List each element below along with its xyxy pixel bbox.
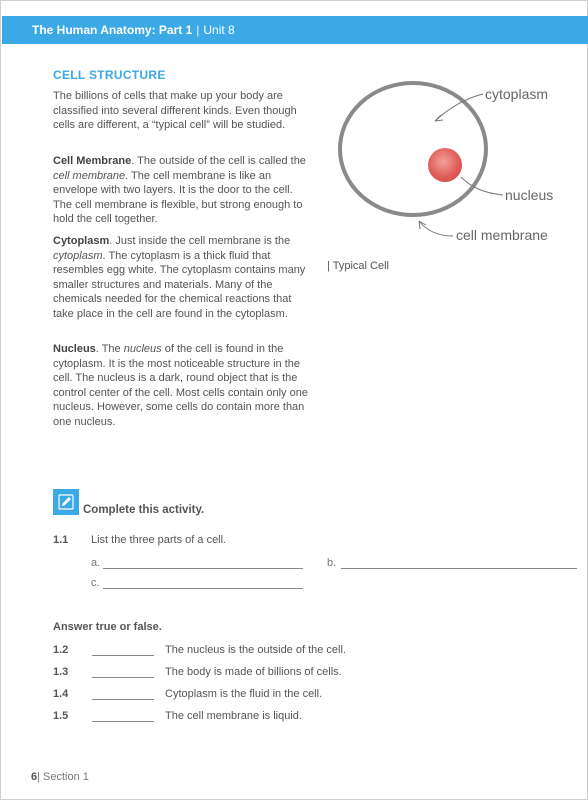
tf-statement: The body is made of billions of cells.	[165, 666, 342, 678]
tf-answer-line[interactable]	[92, 677, 154, 678]
intro-paragraph	[53, 89, 311, 133]
cell-membrane-ring	[340, 83, 486, 215]
tf-number: 1.4	[53, 688, 69, 700]
intro-text: The billions of cells that make up your body are classified into several different kinds. Even though cells are different, a “typical cell” will be studied.	[53, 90, 297, 132]
tf-answer-line[interactable]	[92, 721, 154, 722]
page-number: 6	[31, 771, 38, 783]
cytoplasm-term: Cytoplasm	[53, 235, 110, 247]
membrane-label: cell membrane	[456, 227, 548, 243]
tf-answer-line[interactable]	[92, 655, 154, 656]
membrane-text-2: . The cell membrane is like an envelope with two layers. It is the door to the cell. The cell membrane is flexible, but strong enough to hold the cell together.	[53, 169, 303, 226]
answer-c-line[interactable]	[103, 588, 303, 589]
answer-a-label: a.	[91, 557, 101, 569]
answer-b-line[interactable]	[341, 568, 577, 569]
membrane-term: Cell Membrane	[53, 155, 132, 167]
membrane-text-1: . The outside of the cell is called the	[131, 155, 306, 167]
question-text: List the three parts of a cell.	[91, 534, 227, 546]
membrane-paragraph	[53, 154, 311, 227]
tf-number: 1.2	[53, 644, 69, 656]
nucleus-label: nucleus	[505, 187, 554, 203]
nucleus-shape	[428, 148, 462, 182]
tf-number: 1.3	[53, 666, 69, 678]
cytoplasm-italic: cytoplasm	[53, 249, 103, 262]
pencil-icon	[56, 492, 76, 512]
section-title: CELL STRUCTURE	[53, 68, 166, 82]
page-footer	[31, 771, 89, 783]
unit-label: Unit 8	[203, 23, 235, 37]
answer-b-label: b.	[327, 557, 337, 569]
activity-badge	[53, 489, 79, 515]
tf-number: 1.5	[53, 710, 69, 722]
question-number: 1.1	[53, 534, 69, 546]
cytoplasm-text-1: . Just inside the cell membrane is the	[109, 235, 291, 247]
tf-statement: Cytoplasm is the fluid in the cell.	[165, 688, 323, 700]
tf-statement: The cell membrane is liquid.	[165, 710, 302, 722]
true-false-title: Answer true or false.	[53, 621, 162, 633]
tf-answer-line[interactable]	[92, 699, 154, 700]
answer-c-label: c.	[91, 577, 100, 589]
activity-title: Complete this activity.	[83, 504, 205, 516]
nucleus-italic: nucleus	[123, 343, 162, 355]
membrane-pointer-line	[419, 221, 453, 236]
book-title: The Human Anatomy: Part 1	[32, 23, 193, 37]
membrane-italic: cell membrane	[53, 169, 126, 182]
answer-a-line[interactable]	[103, 568, 303, 569]
nucleus-text-2: of the cell is found in the cytoplasm. It is the most noticeable structure in the cell. The nucleus is a dark, round object that is the control center of the cell. Most cells contain only one nucleus. However, some cells do contain more than one nucleus.	[53, 343, 308, 428]
footer-section: | Section 1	[37, 771, 89, 783]
tf-statement: The nucleus is the outside of the cell.	[165, 644, 346, 656]
nucleus-text-1: . The	[95, 343, 124, 355]
page-header	[2, 16, 588, 44]
header-separator: |	[196, 23, 200, 37]
cytoplasm-paragraph	[53, 234, 311, 322]
nucleus-term: Nucleus	[53, 343, 96, 355]
cytoplasm-label: cytoplasm	[485, 86, 549, 102]
typical-cell-figure	[323, 69, 573, 259]
figure-caption: | Typical Cell	[327, 260, 389, 272]
cytoplasm-text-2: . The cytoplasm is a thick fluid that resembles egg white. The cytoplasm contains many smaller structures and materials. Many of the chemicals needed for the chemical reactions that take place in the cell are found in the cytoplasm.	[53, 249, 306, 320]
nucleus-paragraph	[53, 342, 311, 430]
